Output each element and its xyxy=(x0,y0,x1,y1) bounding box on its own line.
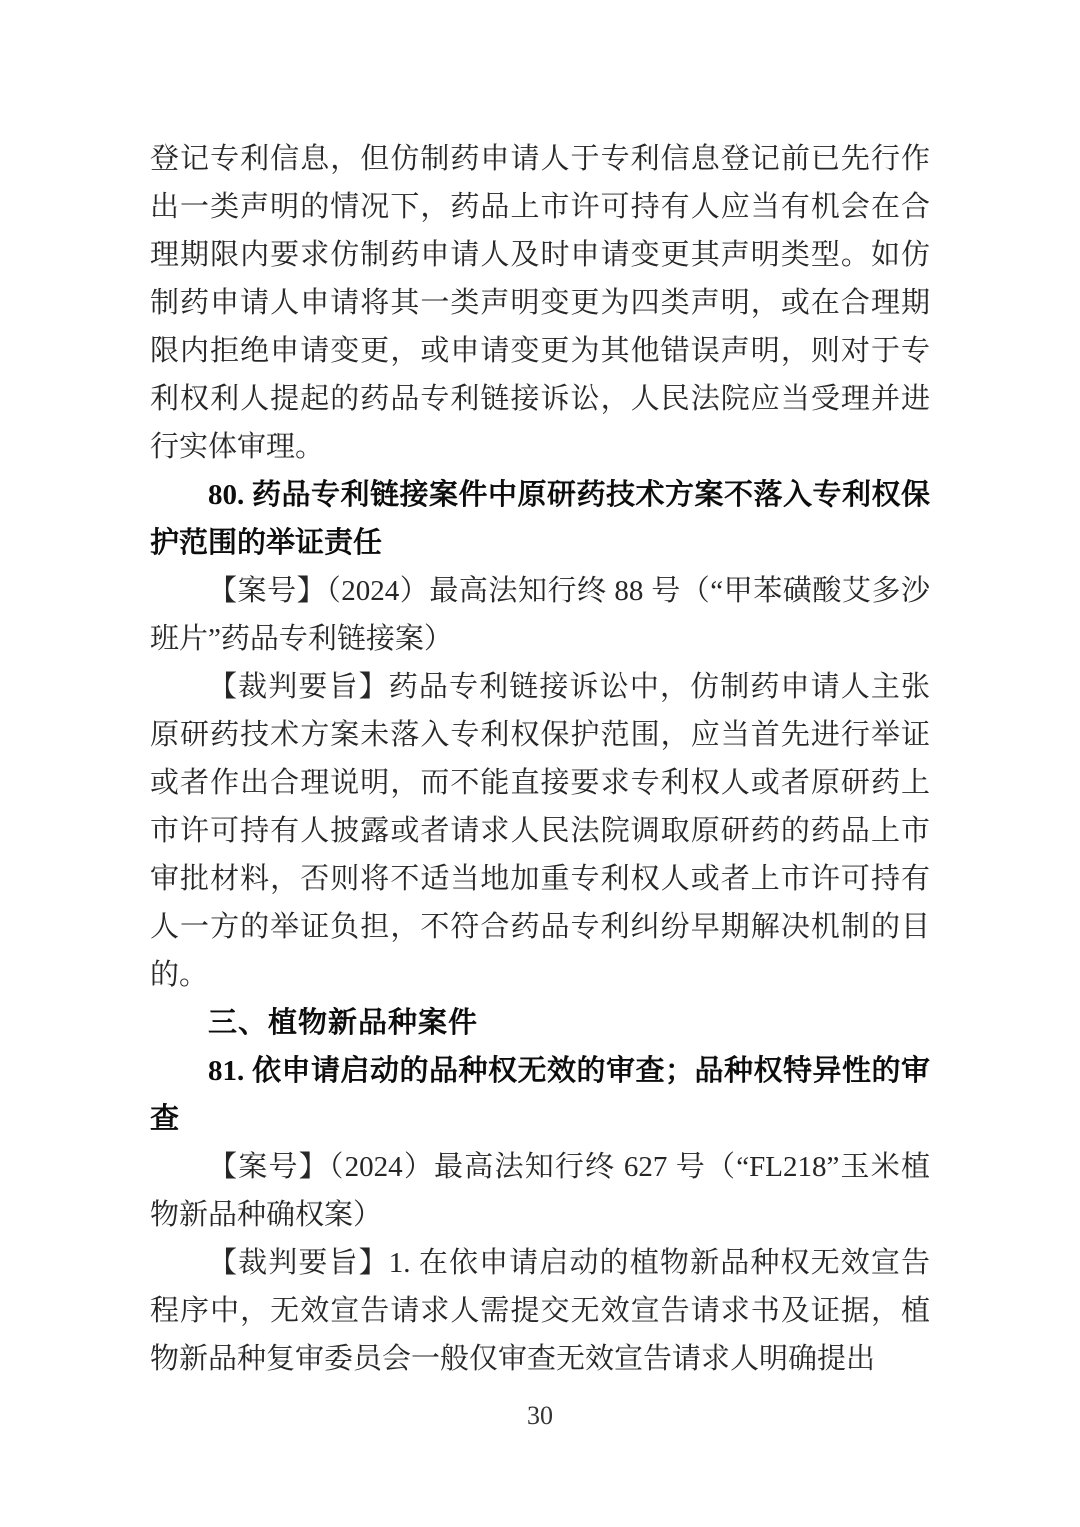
case-80-case-number: 【案号】（2024）最高法知行终 88 号（“甲苯磺酸艾多沙班片”药品专利链接案） xyxy=(150,575,930,655)
case-81-heading: 81. 依申请启动的品种权无效的审查；品种权特异性的审查 xyxy=(150,1055,930,1135)
case-81-case-number: 【案号】（2024）最高法知行终 627 号（“FL218”玉米植物新品种确权案） xyxy=(150,1151,930,1231)
section-3-heading: 三、植物新品种案件 xyxy=(208,1007,479,1039)
page-text-column xyxy=(150,135,930,1383)
case-81-holding: 【裁判要旨】1. 在依申请启动的植物新品种权无效宣告程序中，无效宣告请求人需提交无效宣告请求书及证据，植物新品种复审委员会一般仅审查无效宣告请求人明确提出 xyxy=(150,1247,930,1375)
page-number: 30 xyxy=(527,1401,553,1430)
case-80-holding: 【裁判要旨】药品专利链接诉讼中，仿制药申请人主张原研药技术方案未落入专利权保护范围，应当首先进行举证或者作出合理说明，而不能直接要求专利权人或者原研药上市许可持有人披露或者请求人民法院调取原研药的药品上市审批材料，否则将不适当地加重专利权人或者上市许可持有人一方的举证负担，不符合药品专利纠纷早期解决机制的目的。 xyxy=(150,671,930,991)
paragraph-continuation: 登记专利信息，但仿制药申请人于专利信息登记前已先行作出一类声明的情况下，药品上市许可持有人应当有机会在合理期限内要求仿制药申请人及时申请变更其声明类型。如仿制药申请人申请将其一类声明变更为四类声明，或在合理期限内拒绝申请变更，或申请变更为其他错误声明，则对于专利权利人提起的药品专利链接诉讼，人民法院应当受理并进行实体审理。 xyxy=(150,143,930,463)
case-80-heading: 80. 药品专利链接案件中原研药技术方案不落入专利权保护范围的举证责任 xyxy=(150,479,930,559)
